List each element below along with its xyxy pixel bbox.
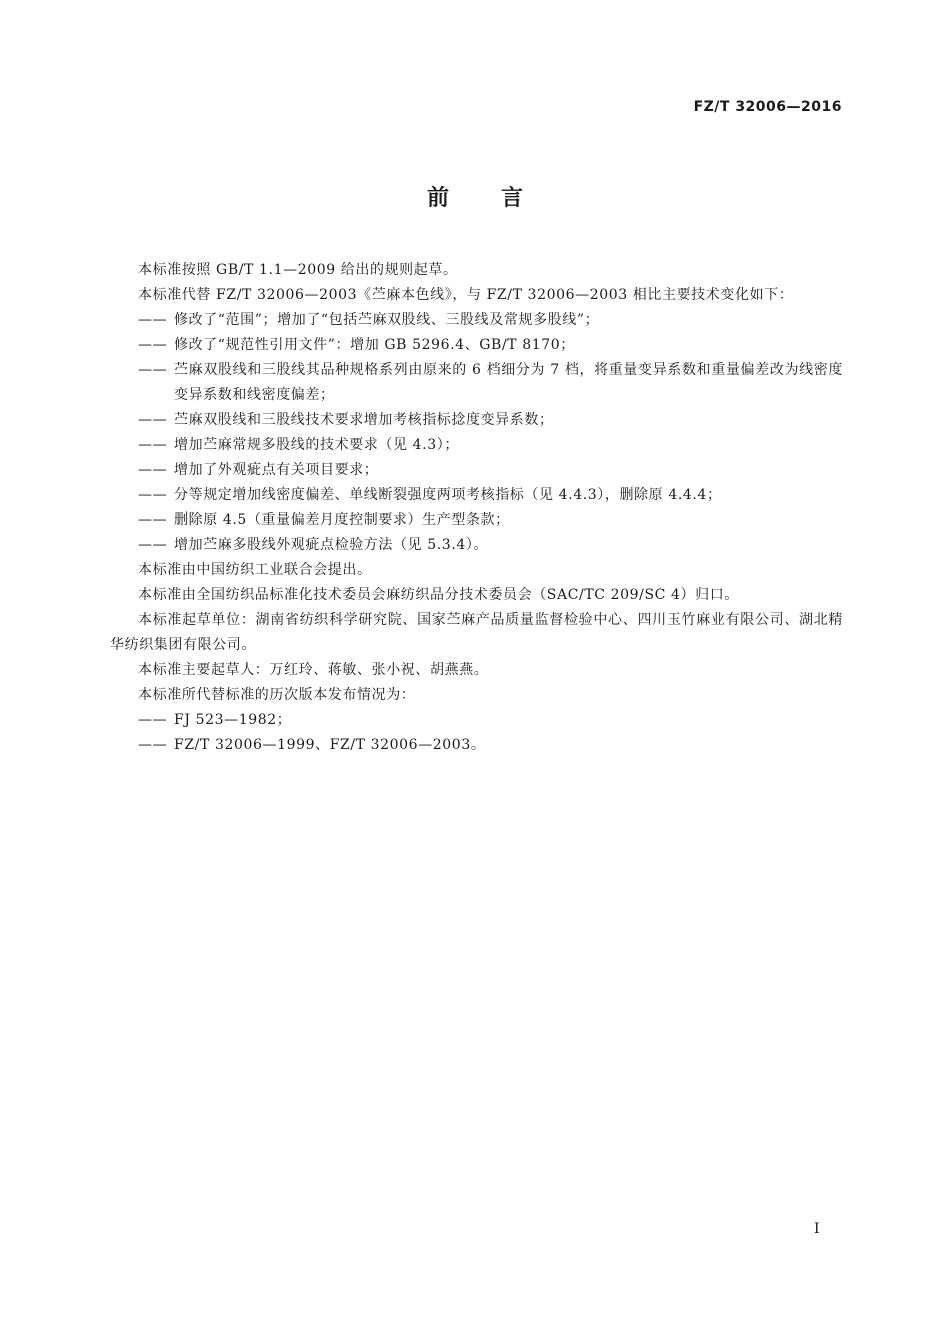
list-item-text: 增加苎麻多股线外观疵点检验方法（见 5.3.4）。 — [174, 537, 489, 553]
list-item-text: 分等规定增加线密度偏差、单线断裂强度两项考核指标（见 4.4.3），删除原 4.4.4； — [174, 487, 722, 503]
list-dash: —— — [138, 737, 168, 753]
list-item-text: 删除原 4.5（重量偏差月度控制要求）生产型条款； — [174, 512, 510, 528]
paragraph: 本标准由全国纺织品标准化技术委员会麻纺织品分技术委员会（SAC/TC 209/SC 4）归口。 — [138, 587, 739, 603]
list-item — [110, 708, 843, 733]
list-dash: —— — [138, 312, 168, 328]
paragraph: 本标准由中国纺织工业联合会提出。 — [138, 562, 372, 578]
list-dash: —— — [138, 412, 168, 428]
list-dash: —— — [138, 537, 168, 553]
paragraph: 本标准起草单位：湖南省纺织科学研究院、国家苎麻产品质量监督检验中心、四川玉竹麻业有限公司、湖北精华纺织集团有限公司。 — [110, 612, 843, 653]
list-dash: —— — [138, 337, 168, 353]
paragraph: 本标准代替 FZ/T 32006—2003《苎麻本色线》，与 FZ/T 32006—2003 相比主要技术变化如下： — [138, 287, 794, 303]
list-dash: —— — [138, 362, 168, 378]
list-item-text: 修改了“规范性引用文件”：增加 GB 5296.4、GB/T 8170； — [174, 337, 575, 353]
list-item — [110, 733, 843, 758]
list-dash: —— — [138, 462, 168, 478]
list-dash: —— — [138, 437, 168, 453]
list-dash: —— — [138, 712, 168, 728]
list-item — [110, 408, 843, 433]
list-item — [110, 483, 843, 508]
list-item — [110, 358, 843, 408]
list-dash: —— — [138, 487, 168, 503]
list-item-text: 苎麻双股线和三股线技术要求增加考核指标捻度变异系数； — [174, 412, 554, 428]
list-item-text: 修改了“范围”；增加了“包括苎麻双股线、三股线及常规多股线”； — [174, 312, 600, 328]
list-dash: —— — [138, 512, 168, 528]
list-item-text: 增加了外观疵点有关项目要求； — [174, 462, 379, 478]
list-item-text: 苎麻双股线和三股线其品种规格系列由原来的 6 档细分为 7 档，将重量变异系数和重量偏差改为线密度变异系数和线密度偏差； — [174, 362, 843, 403]
page-number: I — [814, 1221, 820, 1237]
list-item — [110, 308, 843, 333]
paragraph: 本标准所代替标准的历次版本发布情况为： — [138, 687, 416, 703]
list-item — [110, 458, 843, 483]
list-item-text: FJ 523—1982； — [174, 712, 292, 728]
list-item-text: FZ/T 32006—1999、FZ/T 32006—2003。 — [174, 737, 486, 753]
preface-body — [110, 258, 843, 758]
list-item — [110, 333, 843, 358]
list-item — [110, 508, 843, 533]
list-item — [110, 433, 843, 458]
paragraph: 本标准按照 GB/T 1.1—2009 给出的规则起草。 — [138, 262, 458, 278]
list-item — [110, 533, 843, 558]
page-title: 前言 — [426, 186, 575, 211]
paragraph: 本标准主要起草人：万红玲、蒋敏、张小祝、胡燕燕。 — [138, 662, 489, 678]
list-item-text: 增加苎麻常规多股线的技术要求（见 4.3）； — [174, 437, 459, 453]
standard-code: FZ/T 32006—2016 — [693, 99, 842, 115]
